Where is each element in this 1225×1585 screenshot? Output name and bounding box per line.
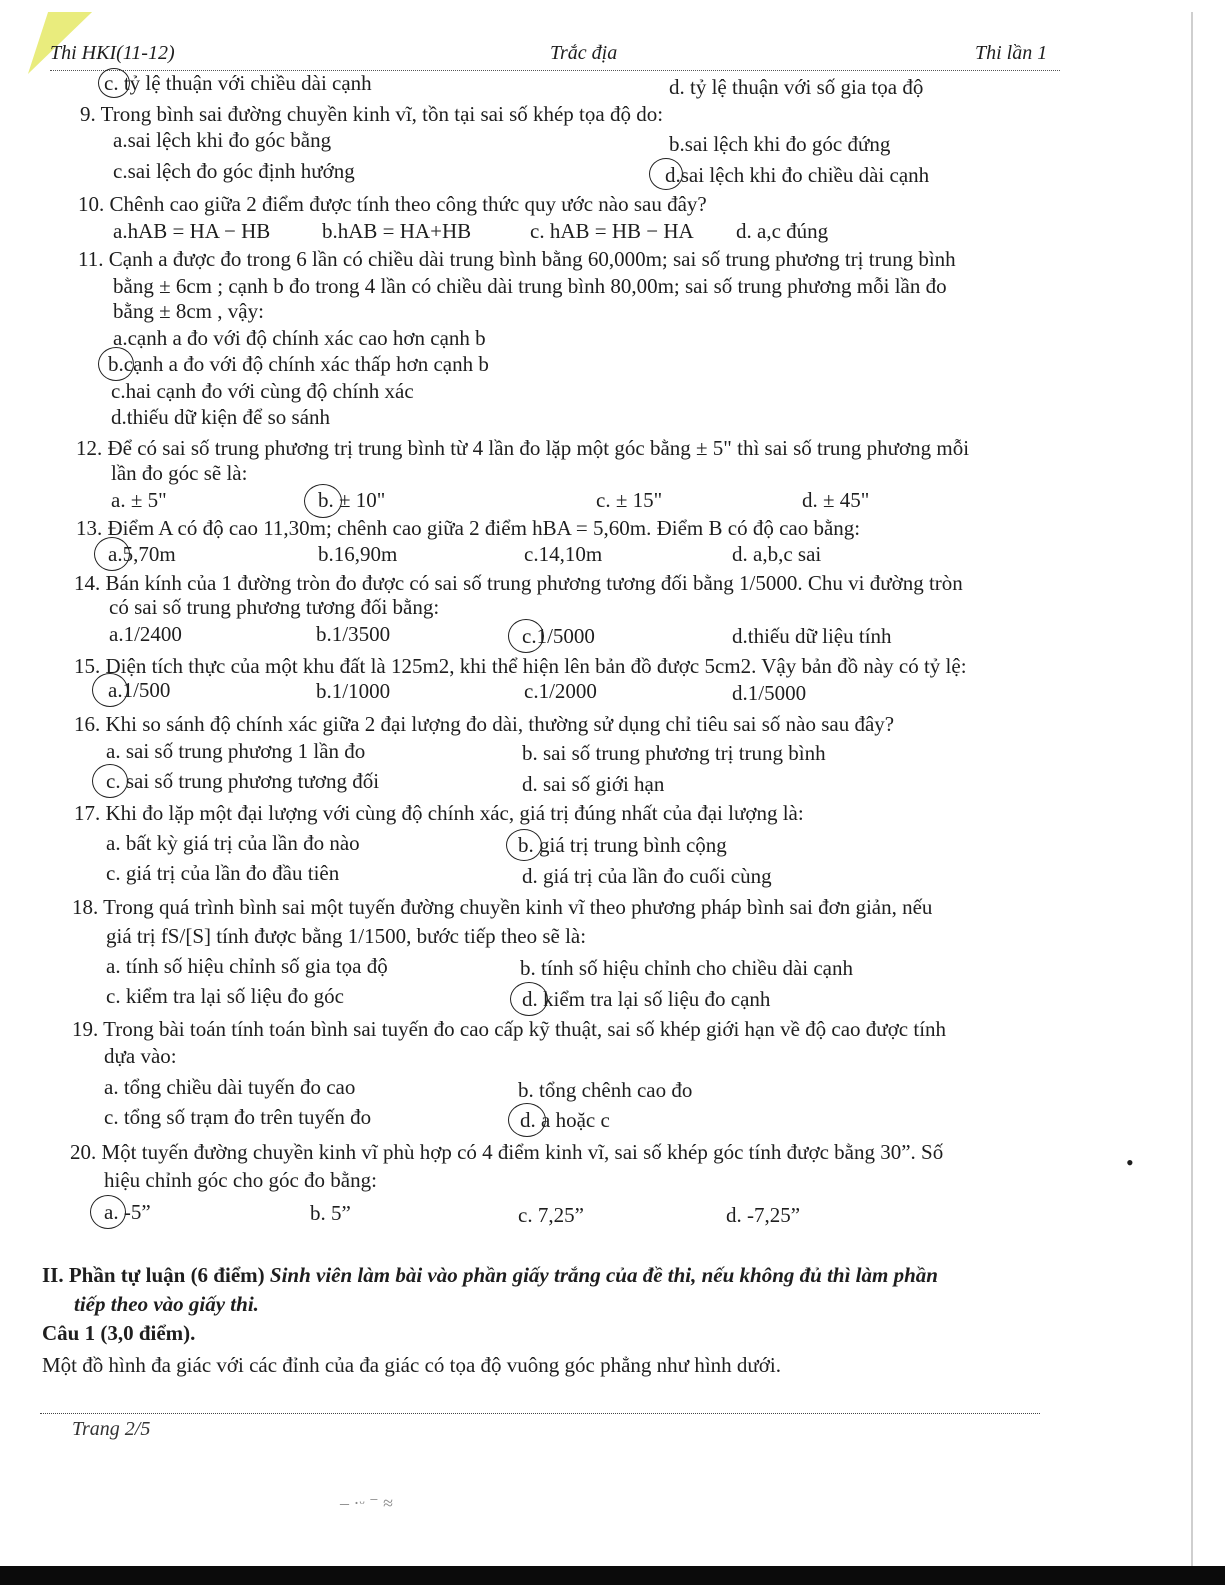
q18-line2: giá trị fS/[S] tính được bằng 1/1500, bước tiếp theo sẽ là: xyxy=(106,924,587,948)
q19-line1: 19. Trong bài toán tính toán bình sai tuyến đo cao cấp kỹ thuật, sai số khép giới hạn về độ cao được tính xyxy=(72,1017,947,1041)
q15-option-b: b.1/1000 xyxy=(316,679,391,703)
q15-option-a xyxy=(108,677,170,703)
q14-option-b: b.1/3500 xyxy=(316,622,391,646)
q11-option-b xyxy=(108,351,489,377)
q20-option-c: c. 7,25” xyxy=(518,1203,584,1227)
header-center: Trắc địa xyxy=(550,42,618,64)
q10-option-c: c. hAB = HB − HA xyxy=(530,219,694,243)
answer-mark: b.cạnh a đo với độ chính xác thấp hơn cạnh b xyxy=(108,351,489,377)
q12-option-b xyxy=(318,487,385,513)
header-right: Thi lần 1 xyxy=(975,42,1048,64)
q20-line2: hiệu chỉnh góc cho góc đo bằng: xyxy=(104,1168,377,1192)
q14-option-d: d.thiếu dữ liệu tính xyxy=(732,624,892,648)
q18-option-a: a. tính số hiệu chỉnh số gia tọa độ xyxy=(106,954,388,978)
q11-option-c: c.hai cạnh đo với cùng độ chính xác xyxy=(111,379,414,403)
q12-line2: lần đo góc sẽ là: xyxy=(111,461,248,485)
q12-option-d: d. ± 45" xyxy=(802,488,870,512)
q9-option-a: a.sai lệch khi đo góc bằng xyxy=(113,128,332,152)
cau1-text: Một đồ hình đa giác với các đỉnh của đa giác có tọa độ vuông góc phẳng như hình dưới. xyxy=(42,1353,781,1377)
q11-option-d: d.thiếu dữ kiện để so sánh xyxy=(111,405,331,429)
scan-dot: • xyxy=(1126,1150,1134,1175)
q11-line2: bằng ± 6cm ; cạnh b đo trong 4 lần có chiều dài trung bình 80,00m; sai số trung phương mỗi lần đo xyxy=(113,274,947,298)
scan-bottom-edge xyxy=(0,1566,1225,1585)
page-header xyxy=(50,42,1055,70)
q17-option-d: d. giá trị của lần đo cuối cùng xyxy=(522,864,772,888)
cau1-title: Câu 1 (3,0 điểm). xyxy=(42,1321,196,1345)
q20-option-b: b. 5” xyxy=(310,1201,351,1225)
q12-option-a: a. ± 5" xyxy=(111,488,167,512)
answer-mark: d.sai lệch khi đo chiều dài cạnh xyxy=(665,162,929,188)
answer-mark: b. giá trị trung bình cộng xyxy=(518,832,727,858)
q14-line2: có sai số trung phương tương đối bằng: xyxy=(109,595,440,619)
q16-option-b: b. sai số trung phương trị trung bình xyxy=(522,741,826,765)
q17-option-a: a. bất kỳ giá trị của lần đo nào xyxy=(106,831,360,855)
page-number: Trang 2/5 xyxy=(72,1418,151,1440)
answer-mark: c.1/5000 xyxy=(522,623,595,649)
q14-option-a: a.1/2400 xyxy=(109,622,182,646)
q16-option-c xyxy=(106,768,379,794)
scan-smudge: – ·ᵕ ⁻ ≈ xyxy=(340,1493,394,1513)
q12-line1: 12. Để có sai số trung phương trị trung bình từ 4 lần đo lặp một góc bằng ± 5" thì sai số trung phương mỗi xyxy=(76,436,970,460)
q11-line3: bằng ± 8cm , vậy: xyxy=(113,299,264,323)
q8-option-d: d. tỷ lệ thuận với số gia tọa độ xyxy=(669,75,924,99)
q20-line1: 20. Một tuyến đường chuyền kinh vĩ phù hợp có 4 điểm kinh vĩ, sai số khép góc tính được bằng 30”. Số xyxy=(70,1140,944,1164)
q18-option-b: b. tính số hiệu chỉnh cho chiều dài cạnh xyxy=(520,956,853,980)
q19-option-d xyxy=(520,1107,610,1133)
answer-mark: c. sai số trung phương tương đối xyxy=(106,768,379,794)
q19-option-a: a. tổng chiều dài tuyến đo cao xyxy=(104,1075,356,1099)
q10-option-a: a.hAB = HA − HB xyxy=(113,219,271,243)
q13-option-a xyxy=(108,541,176,567)
q16-text: 16. Khi so sánh độ chính xác giữa 2 đại lượng đo dài, thường sử dụng chỉ tiêu sai số nào sau đây? xyxy=(74,712,895,736)
q15-text: 15. Diện tích thực của một khu đất là 125m2, khi thể hiện lên bản đồ được 5cm2. Vậy bản đồ này có tỷ lệ: xyxy=(74,654,967,678)
q16-option-d: d. sai số giới hạn xyxy=(522,772,665,796)
section2-note1: Sinh viên làm bài vào phần giấy trắng của đề thi, nếu không đủ thì làm phần xyxy=(269,1263,938,1287)
q15-option-c: c.1/2000 xyxy=(524,679,597,703)
section2-heading xyxy=(42,1262,938,1288)
header-left: Thi HKI(11-12) xyxy=(50,42,175,64)
answer-mark: c. tỷ lệ thuận với chiều dài cạnh xyxy=(104,70,372,96)
answer-mark: d. a hoặc c xyxy=(520,1107,610,1133)
q17-option-c: c. giá trị của lần đo đầu tiên xyxy=(106,861,340,885)
answer-mark: a.1/500 xyxy=(108,677,170,703)
q18-option-c: c. kiểm tra lại số liệu đo góc xyxy=(106,984,344,1008)
q9-option-d xyxy=(665,162,929,188)
q12-option-c: c. ± 15" xyxy=(596,488,663,512)
answer-mark: b. ± 10" xyxy=(318,487,385,513)
q14-line1: 14. Bán kính của 1 đường tròn đo được có sai số trung phương tương đối bằng 1/5000. Chu vi đường tròn xyxy=(74,571,963,595)
answer-mark: a. -5” xyxy=(104,1199,151,1225)
page-edge xyxy=(1191,12,1193,1567)
q10-option-b: b.hAB = HA+HB xyxy=(322,219,472,243)
q20-option-a xyxy=(104,1199,151,1225)
q14-option-c xyxy=(522,623,595,649)
q19-option-c: c. tổng số trạm đo trên tuyến đo xyxy=(104,1105,372,1129)
q11-option-a: a.cạnh a đo với độ chính xác cao hơn cạnh b xyxy=(113,326,486,350)
q19-line2: dựa vào: xyxy=(104,1044,177,1068)
q17-option-b xyxy=(518,832,727,858)
q10-text: 10. Chênh cao giữa 2 điểm được tính theo công thức quy ước nào sau đây? xyxy=(78,192,707,216)
q9-option-b: b.sai lệch khi đo góc đứng xyxy=(669,132,891,156)
q8-option-c xyxy=(104,70,372,96)
q19-option-b: b. tổng chênh cao đo xyxy=(518,1078,693,1102)
q18-line1: 18. Trong quá trình bình sai một tuyến đường chuyền kinh vĩ theo phương pháp bình sai đơn giản, nếu xyxy=(72,895,933,919)
q17-text: 17. Khi đo lặp một đại lượng với cùng độ chính xác, giá trị đúng nhất của đại lượng là: xyxy=(74,801,804,825)
q20-option-d: d. -7,25” xyxy=(726,1203,801,1227)
q9-text: 9. Trong bình sai đường chuyền kinh vĩ, tồn tại sai số khép tọa độ do: xyxy=(80,102,664,126)
answer-mark: a.5,70m xyxy=(108,541,176,567)
q13-option-c: c.14,10m xyxy=(524,542,603,566)
q18-option-d xyxy=(522,986,770,1012)
q13-text: 13. Điểm A có độ cao 11,30m; chênh cao giữa 2 điểm hBA = 5,60m. Điểm B có độ cao bằng: xyxy=(76,516,861,540)
q15-option-d: d.1/5000 xyxy=(732,681,807,705)
q13-option-d: d. a,b,c sai xyxy=(732,542,822,566)
q16-option-a: a. sai số trung phương 1 lần đo xyxy=(106,739,366,763)
q10-option-d: d. a,c đúng xyxy=(736,219,829,243)
section2-title: II. Phần tự luận (6 điểm) xyxy=(42,1263,265,1287)
section2-note2: tiếp theo vào giấy thi. xyxy=(74,1292,259,1316)
footer-rule xyxy=(40,1413,1040,1414)
q13-option-b: b.16,90m xyxy=(318,542,398,566)
q9-option-c: c.sai lệch đo góc định hướng xyxy=(113,159,355,183)
answer-mark: d. kiểm tra lại số liệu đo cạnh xyxy=(522,986,770,1012)
q11-line1: 11. Cạnh a được đo trong 6 lần có chiều dài trung bình bằng 60,000m; sai số trung phương trị trung bình xyxy=(78,247,956,271)
